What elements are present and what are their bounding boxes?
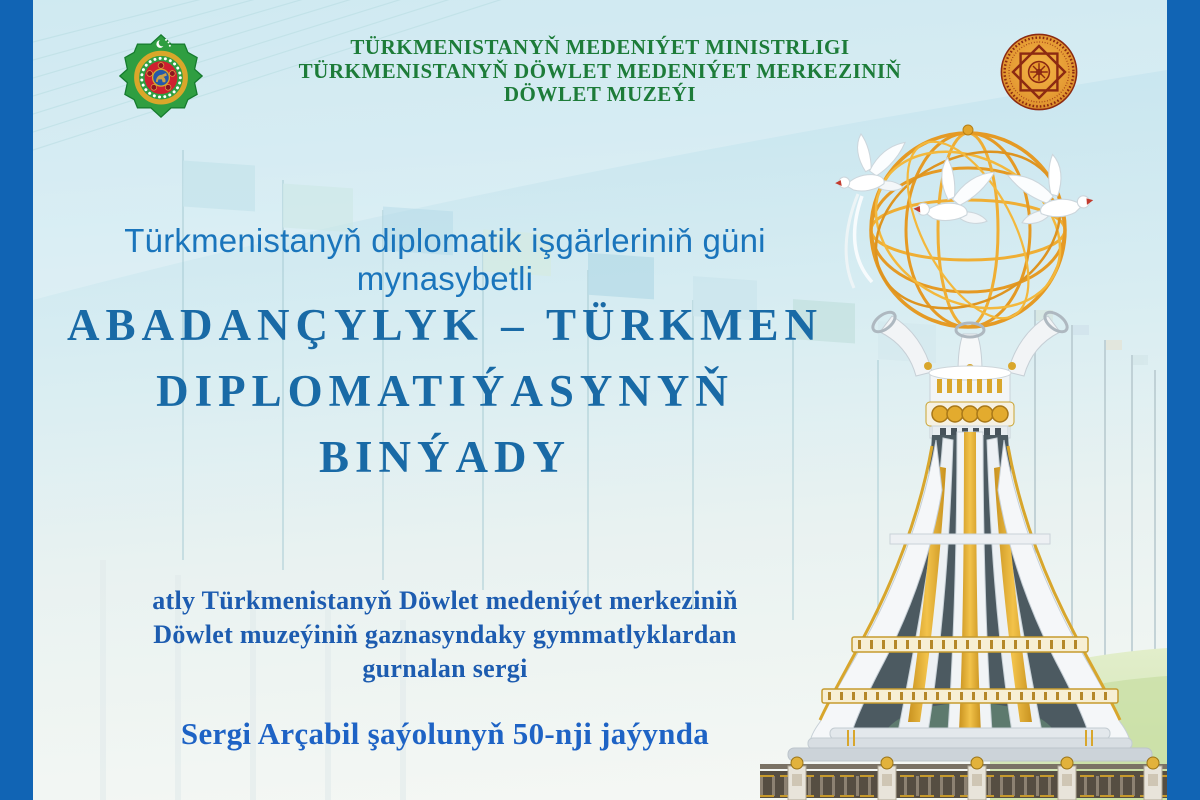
title-line: DIPLOMATIÝASYNYŇ [156, 366, 734, 416]
tower-flare [810, 432, 1130, 744]
occasion-subtitle: Türkmenistanyň diplomatik işgärleriniň güni mynasybetli [124, 222, 766, 297]
exhibition-title [40, 292, 850, 490]
culture-center-name: TÜRKMENISTANYŇ DÖWLET MEDENIÝET MERKEZINIŇ [298, 58, 902, 83]
organization-header [33, 36, 1167, 107]
left-border-band [0, 0, 33, 800]
right-border-band [1167, 0, 1200, 800]
museum-name: DÖWLET MUZEÝI [503, 82, 697, 106]
dove-icon [1006, 152, 1094, 225]
title-line: BINÝADY [318, 432, 571, 482]
ministry-name: TÜRKMENISTANYŇ MEDENIÝET MINISTRLIGI [350, 35, 850, 59]
description-line: atly Türkmenistanyň Döwlet medeniýet merkeziniň [152, 586, 738, 615]
tower-top [926, 366, 1014, 440]
description-line: Döwlet muzeýiniň gaznasyndaky gymmatlyklardan [153, 620, 737, 649]
description-line: gurnalan sergi [362, 654, 528, 683]
venue-line: Sergi Arçabil şaýolunyň 50-nji jaýynda [180, 716, 710, 751]
exhibition-description [40, 584, 850, 686]
title-line: ABADANÇYLYK – TÜRKMEN [66, 300, 824, 350]
